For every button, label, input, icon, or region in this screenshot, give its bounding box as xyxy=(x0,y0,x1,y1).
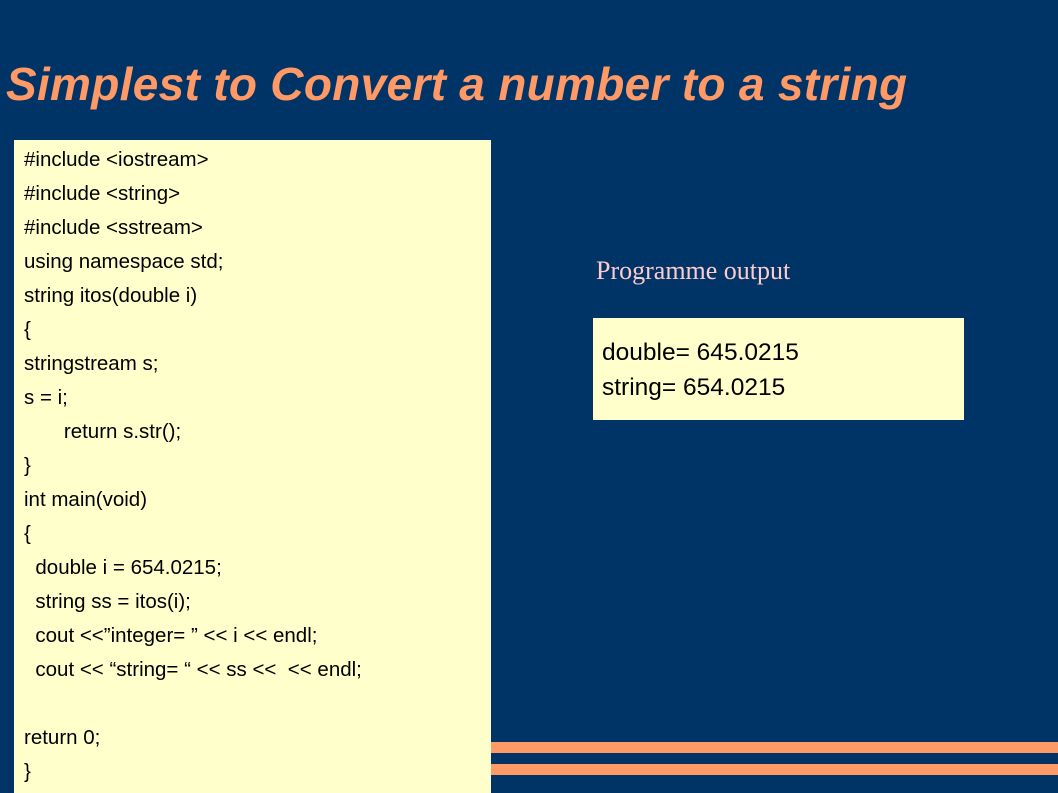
code-line: #include <iostream> xyxy=(24,148,209,171)
code-line: using namespace std; xyxy=(24,250,224,273)
output-label: Programme output xyxy=(596,256,791,285)
code-line: { xyxy=(24,318,31,341)
output-line: double= 645.0215 xyxy=(602,339,799,366)
code-line: } xyxy=(24,760,31,783)
slide-title: Simplest to Convert a number to a string xyxy=(6,58,908,110)
output-panel xyxy=(593,318,964,420)
decorative-stripe xyxy=(491,764,1058,775)
code-line: #include <string> xyxy=(24,182,181,205)
code-line: cout <<”integer= ” << i << endl; xyxy=(24,624,318,647)
decorative-stripe xyxy=(491,742,1058,753)
code-line: s = i; xyxy=(24,386,68,409)
code-listing xyxy=(14,140,491,793)
code-line: #include <sstream> xyxy=(24,216,203,239)
output-line: string= 654.0215 xyxy=(602,374,786,401)
code-line: } xyxy=(24,454,31,477)
code-line: stringstream s; xyxy=(24,352,159,375)
code-line: cout << “string= “ << ss << << endl; xyxy=(24,658,362,681)
code-line: string ss = itos(i); xyxy=(24,590,191,613)
code-line: { xyxy=(24,522,31,545)
code-line: return s.str(); xyxy=(24,420,182,443)
code-line: return 0; xyxy=(24,726,101,749)
code-line: string itos(double i) xyxy=(24,284,198,307)
code-line: double i = 654.0215; xyxy=(24,556,222,579)
code-line: int main(void) xyxy=(24,488,148,511)
